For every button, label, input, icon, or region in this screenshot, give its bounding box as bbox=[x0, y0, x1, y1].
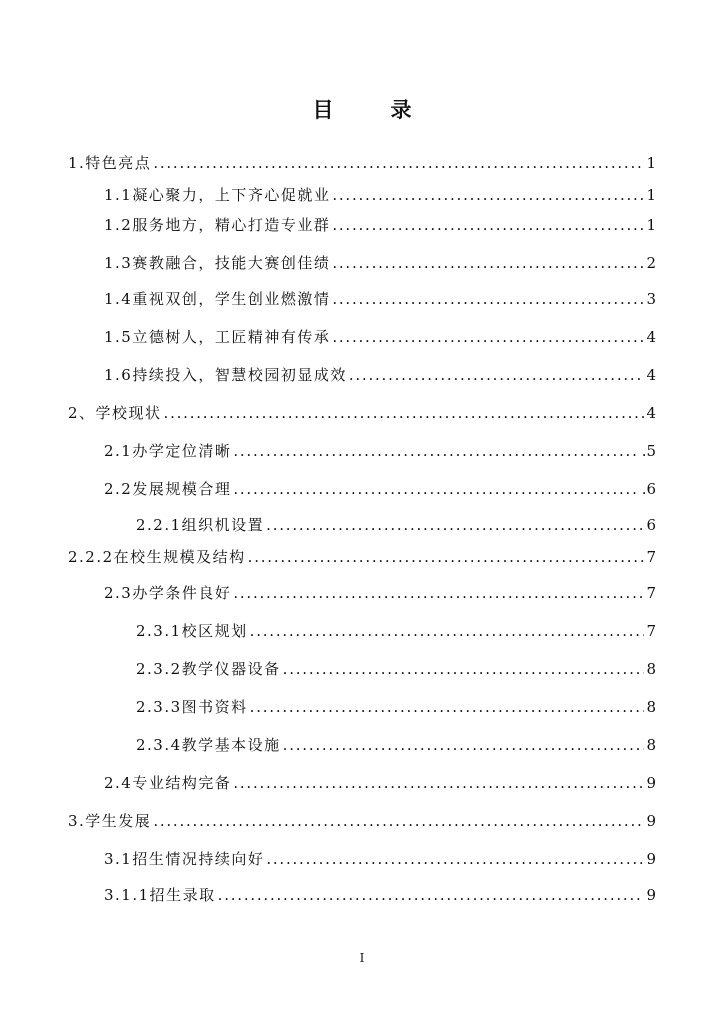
dot-leader bbox=[349, 364, 644, 386]
toc-entry-page: 8 bbox=[646, 736, 656, 754]
toc-entry[interactable] bbox=[104, 214, 656, 236]
toc-entry-label: 3.学生发展 bbox=[68, 812, 152, 830]
toc-entry[interactable] bbox=[104, 582, 656, 604]
toc-entry-label: 2.3.1校区规划 bbox=[136, 622, 248, 640]
toc-entry-page: 1 bbox=[646, 216, 656, 234]
dot-leader bbox=[266, 514, 644, 536]
toc-entry[interactable] bbox=[104, 884, 656, 906]
toc-entry-page: 7 bbox=[646, 584, 656, 602]
toc-entry-label: 2.3办学条件良好 bbox=[104, 584, 232, 602]
toc-entry-page: 9 bbox=[646, 774, 656, 792]
dot-leader bbox=[164, 402, 644, 424]
dot-leader bbox=[266, 848, 644, 870]
toc-entry[interactable] bbox=[136, 696, 656, 718]
toc-entry-page: 1 bbox=[646, 154, 656, 172]
toc-entry[interactable] bbox=[104, 326, 656, 348]
dot-leader bbox=[248, 546, 644, 568]
dot-leader bbox=[332, 214, 644, 236]
toc-entry-label: 2.2.1组织机设置 bbox=[136, 516, 265, 534]
toc-entry-page: .6 bbox=[641, 480, 656, 498]
dot-leader bbox=[250, 696, 644, 718]
toc-entry-label: 2.3.4教学基本设施 bbox=[136, 736, 281, 754]
toc-entry-page: 7 bbox=[646, 548, 656, 566]
dot-leader bbox=[283, 734, 644, 756]
toc-entry-label: 2.4专业结构完备 bbox=[104, 774, 232, 792]
toc-entry-page: .5 bbox=[641, 442, 656, 460]
toc-entry-page: 8 bbox=[646, 698, 656, 716]
toc-entry-label: 1.6持续投入，智慧校园初显成效 bbox=[104, 366, 347, 384]
toc-entry[interactable] bbox=[104, 252, 656, 274]
toc-entry-label: 2、学校现状 bbox=[68, 404, 162, 422]
toc-entry-page: 9 bbox=[646, 850, 656, 868]
toc-entry-label: 3.1.1招生录取 bbox=[104, 886, 216, 904]
toc-entry-label: 1.2服务地方，精心打造专业群 bbox=[104, 216, 331, 234]
dot-leader bbox=[233, 772, 644, 794]
toc-entry-label: 2.3.3图书资料 bbox=[136, 698, 248, 716]
toc-entry[interactable] bbox=[104, 364, 656, 386]
toc-entry[interactable] bbox=[68, 546, 656, 568]
toc-entry-label: 1.1凝心聚力，上下齐心促就业 bbox=[104, 186, 331, 204]
toc-entry-label: 1.4重视双创，学生创业燃激情 bbox=[104, 290, 331, 308]
toc-entry-label: 2.3.2教学仪器设备 bbox=[136, 660, 281, 678]
dot-leader bbox=[233, 582, 644, 604]
toc-entry-page: 9 bbox=[646, 812, 656, 830]
dot-leader bbox=[153, 152, 644, 174]
dot-leader bbox=[250, 620, 644, 642]
dot-leader bbox=[218, 884, 644, 906]
toc-entry[interactable] bbox=[136, 514, 656, 536]
toc-entry-page: 7 bbox=[646, 622, 656, 640]
toc-entry-label: 3.1招生情况持续向好 bbox=[104, 850, 265, 868]
toc-entry[interactable] bbox=[68, 152, 656, 174]
toc-entry-page: 9 bbox=[646, 886, 656, 904]
dot-leader bbox=[233, 440, 639, 462]
toc-entry[interactable] bbox=[136, 620, 656, 642]
dot-leader bbox=[283, 658, 644, 680]
toc-entry[interactable] bbox=[104, 478, 656, 500]
toc-entry-page: 3 bbox=[646, 290, 656, 308]
toc-entry[interactable] bbox=[104, 440, 656, 462]
toc-entry-page: 6 bbox=[646, 516, 656, 534]
toc-entry[interactable] bbox=[136, 734, 656, 756]
dot-leader bbox=[153, 810, 644, 832]
toc-entry-page: 4 bbox=[646, 366, 656, 384]
toc-entry-label: 1.3赛教融合，技能大赛创佳绩 bbox=[104, 254, 331, 272]
toc-entry-label: 2.2发展规模合理 bbox=[104, 480, 232, 498]
toc-entry[interactable] bbox=[104, 288, 656, 310]
dot-leader bbox=[332, 326, 644, 348]
toc-entry-label: 2.2.2在校生规模及结构 bbox=[68, 548, 246, 566]
toc-entry[interactable] bbox=[104, 848, 656, 870]
toc-entry-page: 2 bbox=[646, 254, 656, 272]
toc-entry-page: 8 bbox=[646, 660, 656, 678]
toc-entry-page: 4 bbox=[646, 404, 656, 422]
toc-entry-label: 1.特色亮点 bbox=[68, 154, 152, 172]
toc-entry[interactable] bbox=[104, 772, 656, 794]
toc-entry[interactable] bbox=[104, 184, 656, 206]
toc-entry-label: 2.1办学定位清晰 bbox=[104, 442, 232, 460]
page-number: I bbox=[359, 951, 365, 965]
toc-entry-label: 1.5立德树人，工匠精神有传承 bbox=[104, 328, 331, 346]
dot-leader bbox=[332, 184, 644, 206]
toc-entry-page: 1 bbox=[646, 186, 656, 204]
toc-entry[interactable] bbox=[68, 402, 656, 424]
dot-leader bbox=[233, 478, 639, 500]
toc-entry-page: 4 bbox=[646, 328, 656, 346]
toc-entry[interactable] bbox=[136, 658, 656, 680]
dot-leader bbox=[332, 288, 644, 310]
dot-leader bbox=[332, 252, 644, 274]
toc-entry[interactable] bbox=[68, 810, 656, 832]
toc-title: 目 录 bbox=[312, 98, 430, 122]
